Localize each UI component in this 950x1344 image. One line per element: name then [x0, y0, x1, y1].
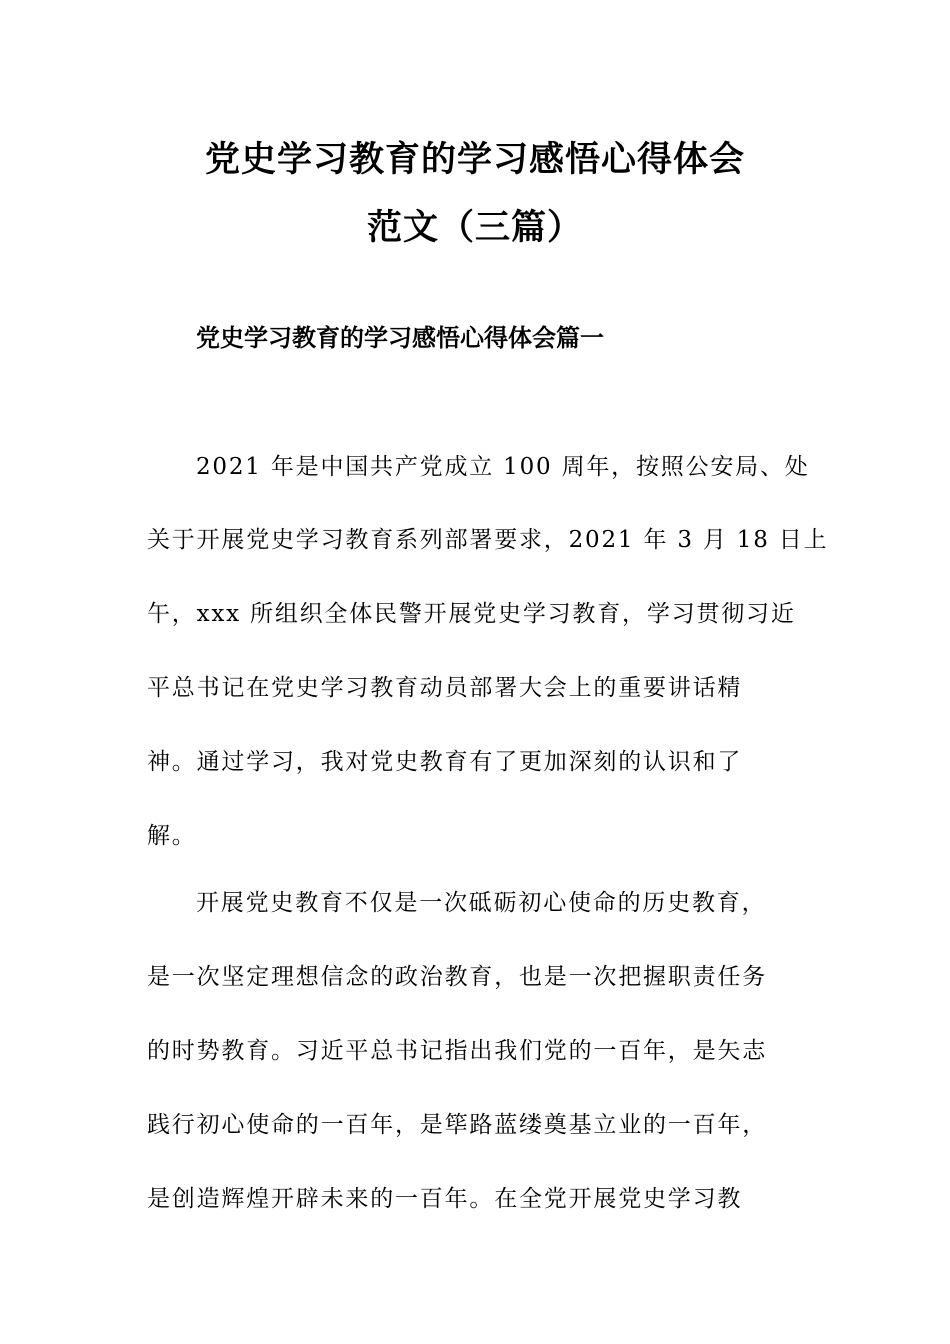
body-line: 平总书记在党史学习教育动员部署大会上的重要讲话精: [147, 675, 743, 701]
body-line: 解。: [147, 823, 197, 849]
document-title-line-2: 范文（三篇）: [366, 208, 583, 248]
body-line: 午，xxx 所组织全体民警开展党史学习教育，学习贯彻习近: [147, 601, 796, 627]
body-line: 开展党史教育不仅是一次砥砺初心使命的历史教育，: [196, 890, 767, 916]
section-heading: 党史学习教育的学习感悟心得体会篇一: [196, 324, 604, 352]
body-line: 是一次坚定理想信念的政治教育，也是一次把握职责任务: [147, 964, 767, 990]
body-line: 的时势教育。习近平总书记指出我们党的一百年，是矢志: [147, 1038, 767, 1064]
body-line: 神。通过学习，我对党史教育有了更加深刻的认识和了: [147, 749, 743, 775]
body-line: 是创造辉煌开辟未来的一百年。在全党开展党史学习教: [147, 1186, 743, 1212]
document-title-line-1: 党史学习教育的学习感悟心得体会: [204, 140, 745, 180]
body-line: 践行初心使命的一百年，是筚路蓝缕奠基立业的一百年，: [147, 1112, 767, 1138]
body-line: 关于开展党史学习教育系列部署要求，2021 年 3 月 18 日上: [147, 527, 829, 553]
body-line: 2021 年是中国共产党成立 100 周年，按照公安局、处: [196, 454, 810, 480]
